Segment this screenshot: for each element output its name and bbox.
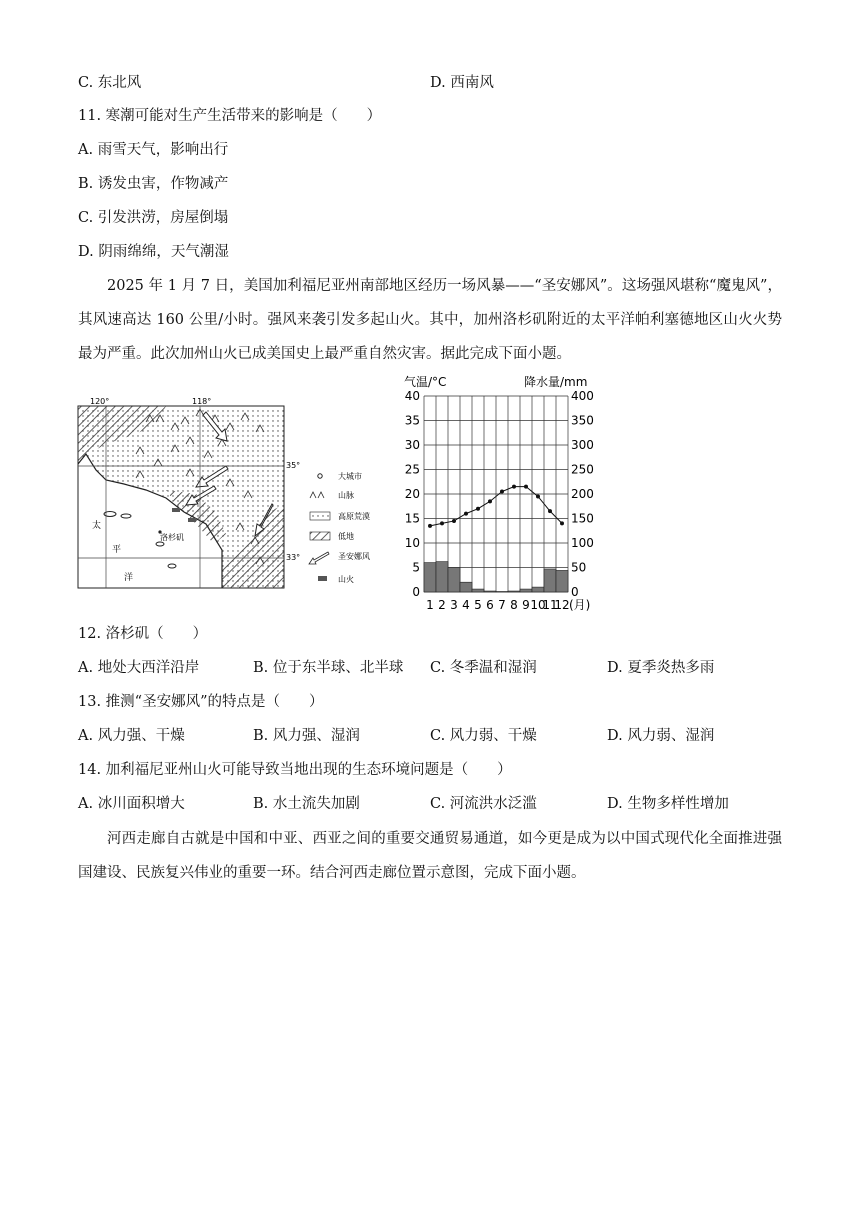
right-axis-label: 降水量/mm [524, 375, 588, 389]
month-label: 6 [486, 598, 494, 612]
precip-bar [424, 563, 436, 592]
q13-option-b: B. 风力强、湿润 [253, 728, 360, 744]
month-label: 10 [530, 598, 546, 612]
temperature-point [440, 521, 444, 525]
legend-mountain: 山脉 [338, 491, 354, 500]
right-tick-label: 350 [571, 413, 594, 428]
right-tick-label: 50 [571, 560, 587, 575]
month-label: 7 [498, 598, 506, 612]
precip-bar [556, 570, 568, 592]
left-tick-label: 35 [404, 413, 420, 428]
q13-option-c: C. 风力弱、干燥 [430, 728, 537, 744]
passage-hexi-corridor: 河西走廊自古就是中国和中亚、西亚之间的重要交通贸易通道，如今更是成为以中国式现代化全面推进强国建设、民族复兴伟业的重要一环。结合河西走廊位置示意图，完成下面小题。 [78, 831, 782, 881]
temperature-point [536, 494, 540, 498]
left-tick-label: 25 [404, 462, 420, 477]
ocean-char-2: 平 [112, 545, 122, 555]
map-legend [309, 471, 370, 584]
month-unit-label: (月) [569, 598, 591, 612]
month-label: 12 [554, 598, 570, 612]
month-label: 8 [510, 598, 518, 612]
precip-bar [532, 587, 544, 592]
q10-option-c: C. 东北风 [78, 75, 142, 91]
right-tick-label: 250 [571, 462, 594, 477]
legend-lowland: 低地 [338, 532, 354, 541]
city-label: 洛杉矶 [160, 533, 184, 542]
left-tick-label: 5 [412, 560, 420, 575]
q14-option-d: D. 生物多样性增加 [607, 796, 729, 812]
right-tick-label: 0 [571, 585, 579, 599]
q13-stem: 13. 推测“圣安娜风”的特点是（ ） [78, 694, 324, 710]
temperature-point [512, 485, 516, 489]
legend-plateau: 高原荒漠 [338, 512, 370, 521]
q11-option-d: D. 阴雨绵绵，天气潮湿 [78, 244, 229, 260]
month-label: 5 [474, 598, 482, 612]
q12-option-b: B. 位于东半球、北半球 [253, 660, 404, 676]
left-tick-label: 20 [404, 487, 420, 501]
q12-option-c: C. 冬季温和湿润 [430, 660, 537, 676]
month-label: 4 [462, 598, 470, 612]
q13-option-a: A. 风力强、干燥 [78, 728, 185, 744]
q12-stem: 12. 洛杉矶（ ） [78, 626, 208, 642]
month-label: 1 [426, 598, 434, 612]
q12-option-d: D. 夏季炎热多雨 [607, 660, 715, 676]
precip-bar [448, 568, 460, 593]
left-tick-label: 10 [404, 536, 420, 550]
climate-chart [400, 368, 600, 618]
right-tick-label: 400 [571, 389, 594, 403]
lat-label-35: 35° [286, 461, 301, 470]
precip-bar [472, 589, 484, 592]
lat-label-33: 33° [286, 553, 301, 562]
passage-santa-ana: 2025 年 1 月 7 日，美国加利福尼亚州南部地区经历一场风暴——“圣安娜风”。这场强风堪称“魔鬼风”，其风速高达 160 公里/小时。强风来袭引发多起山火。其中，加州洛杉矶附近的太平洋帕利塞德地区山火火势最为严重。此次加州山火已成美国史上最严重自然灾害。据此完成下面小题。 [78, 278, 782, 362]
left-axis-label: 气温/°C [404, 375, 447, 389]
temperature-point [524, 485, 528, 489]
temperature-point [500, 490, 504, 494]
right-tick-label: 300 [571, 438, 594, 452]
temperature-point [560, 521, 564, 525]
temperature-point [452, 519, 456, 523]
california-map [76, 394, 396, 594]
q14-stem: 14. 加利福尼亚州山火可能导致当地出现的生态环境问题是（ ） [78, 762, 512, 778]
q10-option-d: D. 西南风 [430, 75, 494, 91]
q14-option-a: A. 冰川面积增大 [78, 796, 185, 812]
legend-city: 大城市 [338, 472, 362, 481]
q12-option-a: A. 地处大西洋沿岸 [78, 660, 200, 676]
left-tick-label: 15 [404, 511, 420, 526]
right-tick-label: 200 [571, 487, 594, 501]
precip-bar [460, 582, 472, 592]
lon-label-120: 120° [90, 397, 110, 406]
q13-option-d: D. 风力弱、湿润 [607, 728, 715, 744]
temperature-point [464, 512, 468, 516]
temperature-point [488, 499, 492, 503]
ocean-char-3: 洋 [124, 573, 134, 583]
temperature-point [548, 509, 552, 513]
temperature-point [476, 507, 480, 511]
right-tick-label: 150 [571, 511, 594, 526]
q11-stem: 11. 寒潮可能对生产生活带来的影响是（ ） [78, 108, 382, 124]
q11-option-c: C. 引发洪涝，房屋倒塌 [78, 210, 229, 226]
lon-label-118: 118° [192, 397, 212, 406]
month-label: 9 [522, 598, 530, 612]
q14-option-c: C. 河流洪水泛滥 [430, 796, 537, 812]
month-label: 3 [450, 598, 458, 612]
month-label: 11 [542, 598, 558, 612]
precip-bar [436, 562, 448, 592]
legend-fire: 山火 [338, 575, 354, 584]
precip-bar [520, 589, 532, 592]
q11-option-b: B. 诱发虫害，作物减产 [78, 176, 229, 192]
legend-wind: 圣安娜风 [338, 552, 370, 561]
left-tick-label: 0 [412, 585, 420, 599]
left-tick-label: 40 [404, 389, 420, 403]
left-tick-label: 30 [404, 438, 420, 452]
precip-bar [484, 591, 496, 592]
ocean-char-1: 太 [92, 521, 102, 531]
q11-option-a: A. 雨雪天气，影响出行 [78, 142, 229, 158]
precip-bar [508, 591, 520, 592]
precip-bar [544, 569, 556, 592]
month-label: 2 [438, 598, 446, 612]
q14-option-b: B. 水土流失加剧 [253, 796, 360, 812]
temperature-point [428, 524, 432, 528]
right-tick-label: 100 [571, 536, 594, 550]
